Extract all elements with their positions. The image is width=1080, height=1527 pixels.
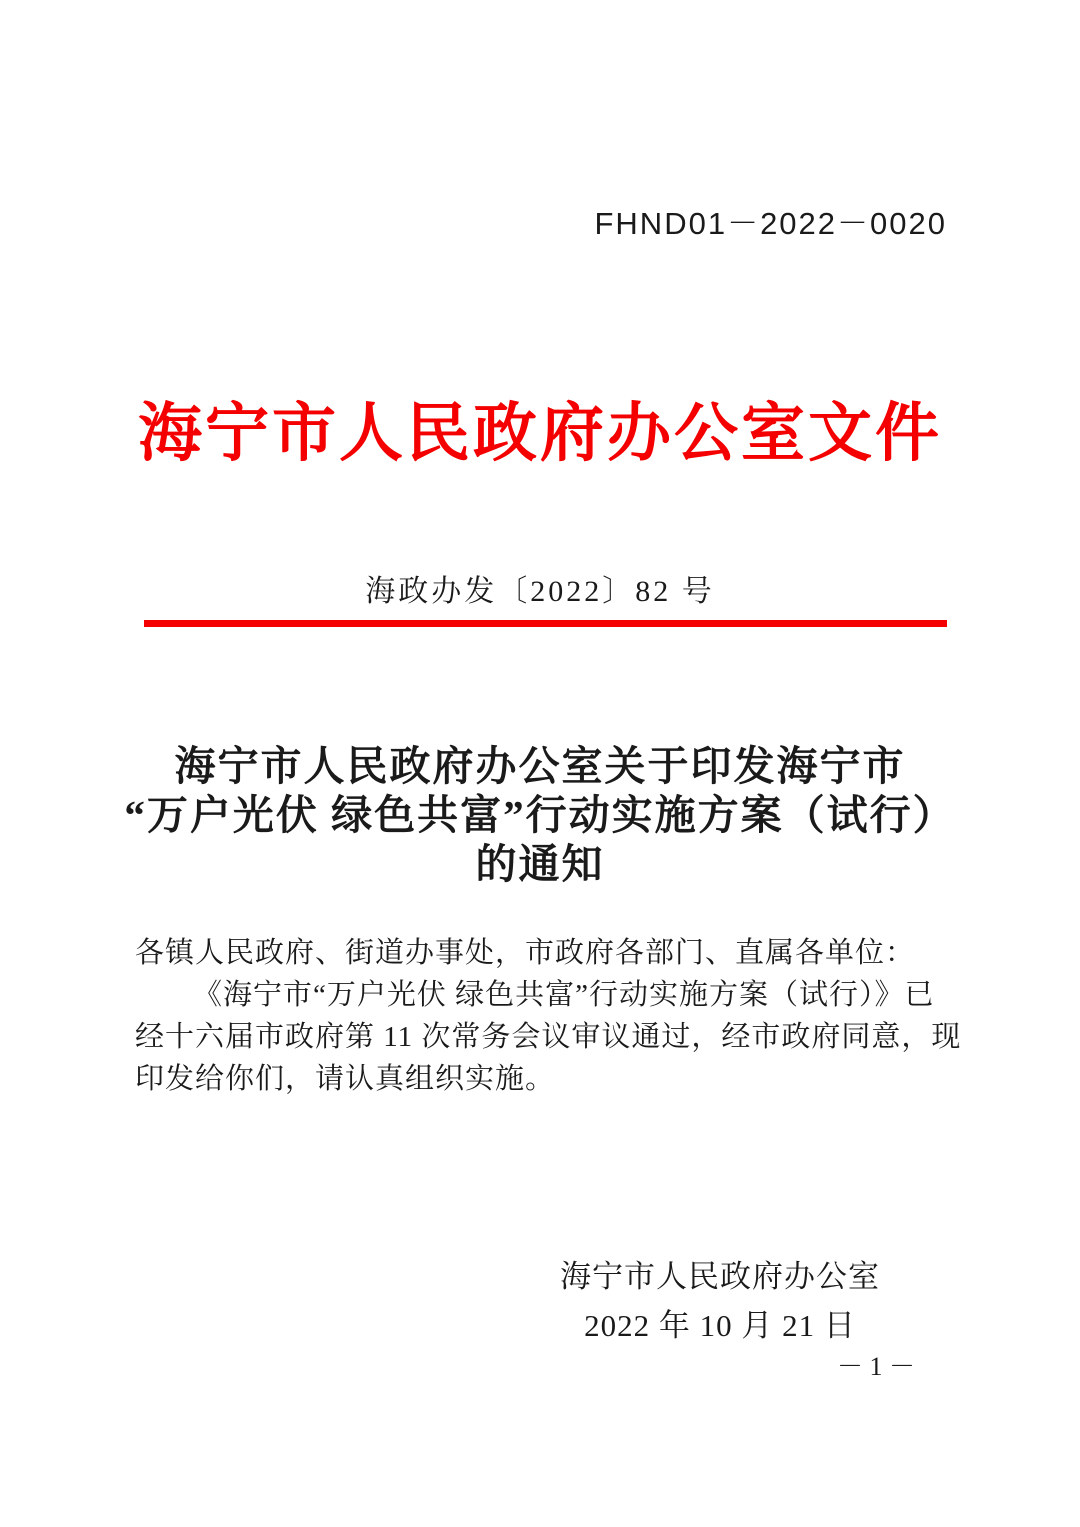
notice-title-line-2: “万户光伏 绿色共富”行动实施方案（试行） [124,792,956,838]
notice-title-line-3: 的通知 [475,841,605,887]
document-number: 海政办发〔2022〕82 号 [365,575,715,608]
body-paragraph-line-3: 印发给你们，请认真组织实施。 [135,1063,556,1095]
page-number: － 1 － [836,1352,915,1381]
notice-title [0,742,1080,889]
document-classification-code: FHND01－2022－0020 [594,206,947,241]
issue-date: 2022 年 10 月 21 日 [584,1308,856,1343]
red-letterhead-title: 海宁市人民政府办公室文件 [138,398,942,469]
notice-body [135,932,962,1100]
addressee-line: 各镇人民政府、街道办事处，市政府各部门、直属各单位： [135,937,916,969]
issuing-office: 海宁市人民政府办公室 [560,1259,880,1294]
notice-title-line-1: 海宁市人民政府办公室关于印发海宁市 [174,743,906,789]
body-paragraph-line-1: 《海宁市“万户光伏 绿色共富”行动实施方案（试行）》已 [193,979,935,1011]
signature-block [540,1252,900,1350]
red-divider-line [144,620,947,627]
body-paragraph-line-2: 经十六届市政府第 11 次常务会议审议通过，经市政府同意，现 [135,1021,962,1053]
